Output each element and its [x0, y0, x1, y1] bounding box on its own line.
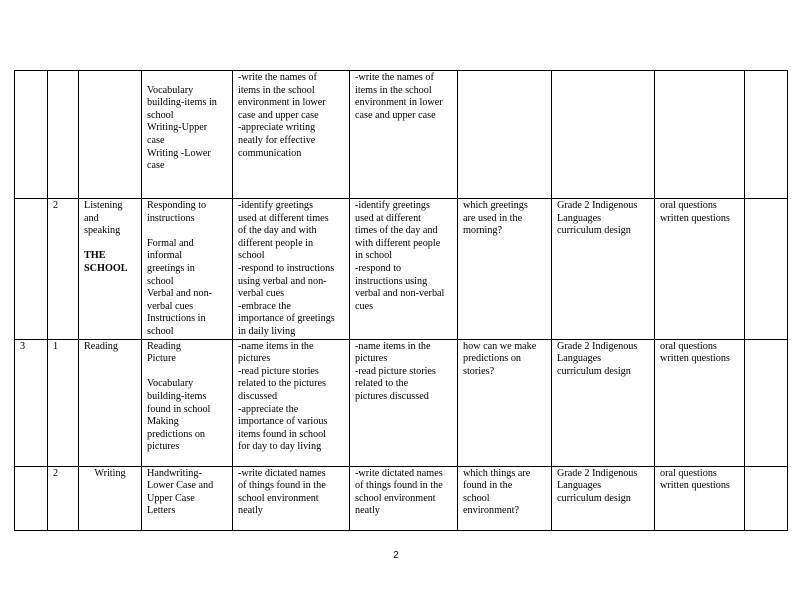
lesson-cell	[48, 71, 79, 199]
resources-cell: Grade 2 Indigenous Languages curriculum design	[552, 339, 655, 466]
sub-strand-cell: Vocabulary building-items in school Writing-Upper case Writing -Lower case	[142, 71, 233, 199]
key-inquiry-cell: which things are found in the school environment?	[458, 466, 552, 530]
reflection-cell	[745, 466, 788, 530]
learning-outcomes-cell: -write dictated names of things found in the school environment neatly	[233, 466, 350, 530]
learning-experiences-cell: -write dictated names of things found in the school environment neatly	[350, 466, 458, 530]
table-row	[15, 71, 788, 199]
strand-cell: Listening and speaking THE SCHOOL	[79, 199, 142, 340]
learning-outcomes-cell: -identify greetings used at different times of the day and with different people in school -respond to instructions using verbal and non- verbal cues -embrace the importance of greetings in daily living	[233, 199, 350, 340]
learning-experiences-cell: -name items in the pictures -read picture stories related to the pictures discussed	[350, 339, 458, 466]
reflection-cell	[745, 199, 788, 340]
table-row	[15, 339, 788, 466]
reflection-cell	[745, 339, 788, 466]
assessment-cell: oral questions written questions	[655, 339, 745, 466]
table-row	[15, 199, 788, 340]
resources-cell: Grade 2 Indigenous Languages curriculum design	[552, 466, 655, 530]
assessment-cell: oral questions written questions	[655, 466, 745, 530]
sub-strand-cell: Responding to instructions Formal and informal greetings in school Verbal and non- verbal cues Instructions in school	[142, 199, 233, 340]
scheme-of-work-table	[14, 70, 788, 531]
learning-experiences-cell: -identify greetings used at different times of the day and with different people in school -respond to instructions using verbal and non-verbal cues	[350, 199, 458, 340]
lesson-cell: 1	[48, 339, 79, 466]
learning-outcomes-cell: -write the names of items in the school environment in lower case and upper case -appreciate writing neatly for effective communication	[233, 71, 350, 199]
learning-experiences-cell: -write the names of items in the school environment in lower case and upper case	[350, 71, 458, 199]
strand-cell	[79, 71, 142, 199]
page-number: 2	[393, 550, 399, 561]
week-cell	[15, 71, 48, 199]
strand-cell: Reading	[79, 339, 142, 466]
learning-outcomes-cell: -name items in the pictures -read picture stories related to the pictures discussed -appreciate the importance of various items found in school for day to day living	[233, 339, 350, 466]
resources-cell	[552, 71, 655, 199]
strand-cell: Writing	[79, 466, 142, 530]
table-row	[15, 466, 788, 530]
assessment-cell	[655, 71, 745, 199]
resources-cell: Grade 2 Indigenous Languages curriculum design	[552, 199, 655, 340]
sub-strand-cell: Reading Picture Vocabulary building-items found in school Making predictions on pictures	[142, 339, 233, 466]
lesson-cell: 2	[48, 466, 79, 530]
key-inquiry-cell	[458, 71, 552, 199]
sub-strand-cell: Handwriting- Lower Case and Upper Case Letters	[142, 466, 233, 530]
reflection-cell	[745, 71, 788, 199]
week-cell	[15, 466, 48, 530]
assessment-cell: oral questions written questions	[655, 199, 745, 340]
key-inquiry-cell: how can we make predictions on stories?	[458, 339, 552, 466]
key-inquiry-cell: which greetings are used in the morning?	[458, 199, 552, 340]
week-cell: 3	[15, 339, 48, 466]
lesson-cell: 2	[48, 199, 79, 340]
week-cell	[15, 199, 48, 340]
